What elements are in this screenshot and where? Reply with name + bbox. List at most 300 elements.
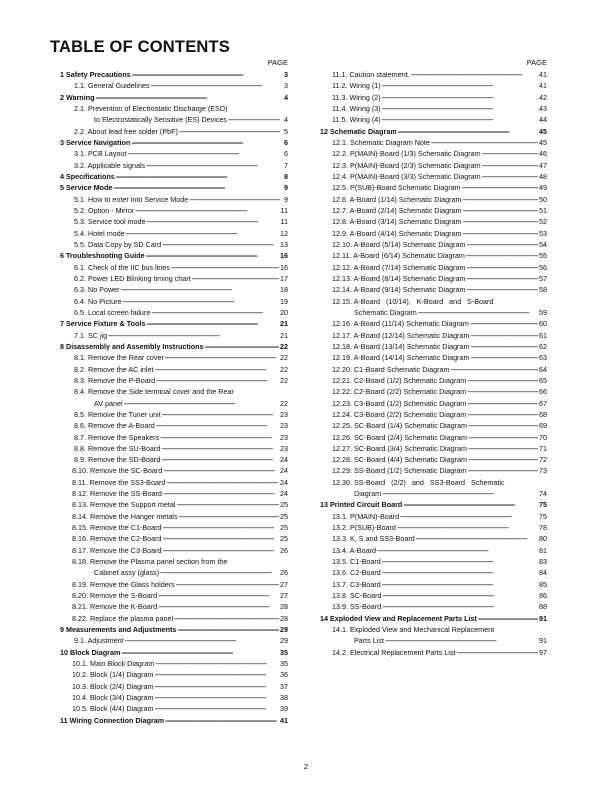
toc-entry-page: 37 <box>280 681 288 691</box>
toc-entry-label <box>74 262 170 273</box>
dot-leader <box>192 273 279 284</box>
toc-entry-label <box>332 647 455 658</box>
toc-entry-title: Replace the plasma panel <box>90 613 174 623</box>
toc-entry-label <box>60 715 164 726</box>
toc-entry[interactable] <box>312 477 547 500</box>
toc-entry[interactable] <box>52 624 288 635</box>
toc-entry-number: 1.1. <box>74 81 86 91</box>
toc-entry-title-first-line: Remove the Plasma panel section from the <box>90 557 228 567</box>
toc-entry[interactable] <box>312 114 547 125</box>
toc-entry[interactable] <box>52 432 288 443</box>
toc-entry-number: 13.6. <box>332 568 348 578</box>
toc-entry-number: 12.12. <box>332 262 352 272</box>
dot-leader <box>162 409 279 420</box>
toc-entry-title: How to enter into Service Mode <box>88 194 189 204</box>
toc-entry-number: 12.6. <box>332 194 348 204</box>
toc-entry[interactable] <box>312 205 547 216</box>
toc-entry[interactable] <box>52 454 288 465</box>
dot-leader <box>146 318 279 329</box>
toc-entry-title: Remove the SS3-Board <box>89 477 166 487</box>
toc-entry-page: 50 <box>539 194 547 204</box>
toc-entry[interactable] <box>52 296 288 307</box>
toc-entry-title: C3-Board (2/2) Schematic Diagram <box>353 409 467 419</box>
toc-entry-label <box>332 216 461 227</box>
dot-leader <box>382 103 538 114</box>
toc-entry[interactable] <box>52 613 288 624</box>
toc-entry-page: 80 <box>539 534 547 544</box>
toc-entry[interactable] <box>312 194 547 205</box>
dot-leader <box>431 137 538 148</box>
toc-entry-title: No Picture <box>88 296 122 306</box>
toc-entry-number: 8.1. <box>74 353 86 363</box>
toc-entry-label <box>74 409 161 420</box>
toc-entry[interactable] <box>312 624 547 647</box>
toc-entry-page: 47 <box>539 160 547 170</box>
toc-entry-page: 41 <box>539 70 547 79</box>
toc-entry-label <box>332 239 465 250</box>
toc-entry-number: 11.3. <box>332 92 348 102</box>
toc-entry-number: 5.1. <box>74 194 86 204</box>
toc-entry-title: A-Board (14/14) Schematic Diagram <box>353 353 470 363</box>
toc-entry-title: Electrical Replacement Parts List <box>350 647 456 657</box>
toc-entry[interactable] <box>52 318 288 329</box>
toc-entry[interactable] <box>312 160 547 171</box>
toc-entry[interactable] <box>52 137 288 148</box>
toc-entry-title: C3-Board <box>350 579 381 589</box>
toc-entry-number: 11.4. <box>332 103 348 113</box>
toc-entry[interactable] <box>312 522 547 533</box>
toc-entry-label <box>72 681 154 692</box>
toc-entry-title: SC-Board (1/4) Schematic Diagram <box>353 421 468 431</box>
toc-entry[interactable] <box>312 567 547 578</box>
toc-entry-title: A-Board (13/14) Schematic Diagram <box>353 341 470 351</box>
toc-entry-page: 41 <box>280 715 288 725</box>
toc-entry[interactable] <box>312 499 547 510</box>
toc-entry-label <box>74 273 191 284</box>
toc-column-left <box>52 58 288 726</box>
toc-entry[interactable] <box>52 69 288 80</box>
toc-entry[interactable] <box>52 488 288 499</box>
toc-entry-label <box>332 420 467 431</box>
dot-leader <box>189 194 280 205</box>
toc-entry-label <box>332 262 465 273</box>
toc-entry-label <box>332 465 467 476</box>
toc-entry-number: 8.17. <box>72 545 88 555</box>
toc-entry[interactable] <box>312 364 547 375</box>
toc-entry[interactable] <box>52 703 288 714</box>
dot-leader <box>466 262 538 273</box>
dot-leader <box>382 488 538 499</box>
toc-entry-page: 73 <box>539 466 547 476</box>
toc-entry-title: Parts List <box>354 636 384 646</box>
page-title: TABLE OF CONTENTS <box>50 38 231 56</box>
toc-entry-title: C3-Board (1/2) Schematic Diagram <box>353 398 467 408</box>
toc-entry[interactable] <box>52 579 288 590</box>
dot-leader <box>177 624 279 635</box>
toc-entry-title: Main Block Diagram <box>90 659 155 669</box>
toc-entry[interactable] <box>52 262 288 273</box>
dot-leader <box>382 579 538 590</box>
toc-entry[interactable] <box>312 330 547 341</box>
toc-entry[interactable] <box>52 545 288 556</box>
toc-entry-label <box>72 511 178 522</box>
toc-entry-label <box>332 590 382 601</box>
toc-entry[interactable] <box>52 194 288 205</box>
toc-entry-number: 8.11. <box>72 477 88 487</box>
toc-entry-page: 36 <box>280 670 288 680</box>
toc-entry[interactable] <box>52 511 288 522</box>
toc-column-right <box>312 58 547 658</box>
toc-entry-page: 6 <box>284 149 288 159</box>
toc-entry[interactable] <box>52 352 288 363</box>
dot-leader <box>146 160 280 171</box>
toc-entry-label <box>74 228 125 239</box>
toc-entry-page: 69 <box>539 421 547 431</box>
toc-entry-number: 14.1. <box>332 625 348 635</box>
toc-entry-page: 8 <box>284 171 288 181</box>
toc-entry[interactable] <box>52 465 288 476</box>
toc-entry-number: 8.4. <box>74 387 86 397</box>
toc-entry-title: Wiring (1) <box>349 81 381 91</box>
toc-entry-title: No Power <box>88 285 120 295</box>
toc-entry[interactable] <box>312 579 547 590</box>
toc-entry[interactable] <box>312 511 547 522</box>
toc-entry-label <box>332 103 381 114</box>
toc-entry[interactable] <box>52 409 288 420</box>
toc-entry-page: 86 <box>539 591 547 601</box>
toc-entry[interactable] <box>312 545 547 556</box>
toc-entry[interactable] <box>52 273 288 284</box>
toc-entry[interactable] <box>312 126 547 137</box>
toc-entry[interactable] <box>312 432 547 443</box>
toc-entry-title-first-line: Exploded View and Mechanical Replacement <box>350 625 495 635</box>
toc-entry-page: 23 <box>280 409 288 419</box>
toc-entry-page: 9 <box>284 183 288 193</box>
toc-entry-label <box>72 590 157 601</box>
toc-entry[interactable] <box>312 375 547 386</box>
toc-entry-page: 20 <box>280 307 288 317</box>
toc-entry-page: 60 <box>539 319 547 329</box>
toc-entry-title: Diagram <box>354 489 382 499</box>
toc-entry-page: 29 <box>280 636 288 646</box>
toc-entry-page: 51 <box>539 205 547 215</box>
dot-leader <box>470 318 538 329</box>
toc-entry-title: P(SUB)-Board <box>350 523 396 533</box>
toc-entry[interactable] <box>312 80 547 91</box>
toc-entry-title: Caution statement. <box>349 70 410 79</box>
toc-entry-page: 16 <box>280 262 288 272</box>
toc-entry-page: 83 <box>539 557 547 567</box>
toc-entry-number: 5.3. <box>74 217 86 227</box>
toc-entry-title: Schematic Diagram <box>330 126 397 136</box>
toc-entry-title: SC jig <box>88 330 108 340</box>
toc-entry-title: A-Board (1/14) Schematic Diagram <box>349 194 462 204</box>
toc-entry-title: Exploded View and Replacement Parts List <box>330 613 477 623</box>
toc-entry[interactable] <box>52 386 288 409</box>
toc-entry[interactable] <box>52 601 288 612</box>
toc-entry-page: 16 <box>280 251 288 261</box>
toc-entry-label <box>72 692 154 703</box>
toc-entry-page: 26 <box>280 568 288 578</box>
toc-entry-number: 3 <box>60 137 64 147</box>
dot-leader <box>166 477 279 488</box>
toc-entry[interactable] <box>312 601 547 612</box>
toc-entry[interactable] <box>52 330 288 341</box>
toc-entry-title: Measurements and Adjustments <box>66 625 177 635</box>
dot-leader <box>155 658 279 669</box>
toc-entry[interactable] <box>52 250 288 261</box>
toc-entry-label <box>94 567 159 578</box>
toc-entry-page: 67 <box>539 398 547 408</box>
toc-entry[interactable] <box>312 590 547 601</box>
toc-entry-number: 6.3. <box>74 285 86 295</box>
toc-entry-number: 13.9. <box>332 602 348 612</box>
toc-entry-page: 5 <box>284 126 288 136</box>
toc-entry-title: A-Board (9/14) Schematic Diagram <box>353 285 466 295</box>
toc-entry[interactable] <box>52 420 288 431</box>
toc-entry-title: Block (1/4) Diagram <box>90 670 154 680</box>
toc-entry[interactable] <box>312 398 547 409</box>
toc-entry-label <box>60 318 145 329</box>
toc-entry[interactable] <box>52 681 288 692</box>
toc-entry-number: 8.8. <box>74 443 86 453</box>
toc-entry-number: 14 <box>320 613 328 623</box>
toc-entry-label <box>72 579 175 590</box>
toc-entry[interactable] <box>52 647 288 658</box>
toc-entry[interactable] <box>52 341 288 352</box>
toc-entry[interactable] <box>312 613 547 624</box>
toc-entry-title: A-Board (7/14) Schematic Diagram <box>353 262 466 272</box>
toc-entry-label <box>332 352 469 363</box>
toc-entry[interactable] <box>312 216 547 227</box>
toc-entry[interactable] <box>52 103 288 126</box>
toc-entry-title: Safety Precautions <box>66 70 131 79</box>
toc-entry[interactable] <box>312 148 547 159</box>
toc-entry[interactable] <box>52 556 288 579</box>
toc-entry[interactable] <box>312 647 547 658</box>
toc-entry-title: Remove the Tuner unit <box>88 409 161 419</box>
page-column-header: PAGE <box>267 58 288 67</box>
dot-leader <box>161 454 279 465</box>
toc-entry[interactable] <box>52 658 288 669</box>
toc-entry-number: 8.20. <box>72 591 88 601</box>
toc-entry[interactable] <box>312 454 547 465</box>
toc-entry-label <box>60 69 131 80</box>
toc-entry-number: 9 <box>60 625 64 635</box>
toc-entry[interactable] <box>312 250 547 261</box>
toc-entry-number: 13.1. <box>332 511 348 521</box>
toc-entry[interactable] <box>52 92 288 103</box>
toc-entry[interactable] <box>312 465 547 476</box>
toc-entry-title: P(MAIN)-Board (3/3) Schematic Diagram <box>350 171 481 181</box>
toc-entry-page: 45 <box>539 137 547 147</box>
toc-entry-number: 12.29. <box>332 466 352 476</box>
toc-entry[interactable] <box>52 635 288 646</box>
toc-entry-title: C2-Board <box>350 568 381 578</box>
toc-entry-label <box>74 330 107 341</box>
toc-entry-title: A-Board (2/14) Schematic Diagram <box>349 205 462 215</box>
toc-entry[interactable] <box>312 352 547 363</box>
toc-entry[interactable] <box>52 375 288 386</box>
toc-entry[interactable] <box>312 318 547 329</box>
toc-entry[interactable] <box>52 126 288 137</box>
toc-entry-page: 17 <box>280 273 288 283</box>
toc-entry-label-line <box>52 103 288 114</box>
toc-entry[interactable] <box>312 69 547 80</box>
toc-entry-title: Service tool mode <box>88 217 146 227</box>
toc-entry[interactable] <box>312 228 547 239</box>
toc-entry[interactable] <box>312 420 547 431</box>
toc-entry-title: Remove the C1-Board <box>90 523 162 533</box>
toc-entry-label <box>74 126 178 137</box>
toc-entry[interactable] <box>52 171 288 182</box>
dot-leader <box>121 284 279 295</box>
dot-leader <box>158 601 279 612</box>
toc-entry-title: Remove the SD-Board <box>88 455 161 465</box>
toc-entry-label <box>332 228 461 239</box>
toc-entry[interactable] <box>52 80 288 91</box>
toc-entry-title: Hotel mode <box>88 228 125 238</box>
toc-entry-page: 71 <box>539 443 547 453</box>
toc-entry[interactable] <box>312 92 547 103</box>
toc-entry-number: 8.15. <box>72 523 88 533</box>
toc-entry-number: 6.1. <box>74 262 86 272</box>
toc-entry-number: 10.4. <box>72 693 88 703</box>
toc-entry-label <box>72 477 165 488</box>
toc-entry[interactable] <box>52 239 288 250</box>
toc-entry-title: C2-Board (1/2) Schematic Diagram <box>353 375 467 385</box>
toc-entry[interactable] <box>52 216 288 227</box>
toc-entry[interactable] <box>52 692 288 703</box>
toc-entry[interactable] <box>52 669 288 680</box>
dot-leader <box>468 454 538 465</box>
dot-leader <box>116 171 280 182</box>
toc-entry-label <box>332 182 461 193</box>
toc-entry-label <box>72 465 162 476</box>
dot-leader <box>466 239 538 250</box>
toc-entry-label-line <box>312 624 547 635</box>
toc-entry-page: 24 <box>280 466 288 476</box>
toc-entry[interactable] <box>52 205 288 216</box>
toc-entry-page: 3 <box>284 70 288 79</box>
toc-entry[interactable] <box>312 182 547 193</box>
dot-leader <box>163 533 279 544</box>
toc-entry-title: Applicable signals <box>87 160 146 170</box>
toc-entry[interactable] <box>312 171 547 182</box>
toc-entry-label <box>332 398 466 409</box>
toc-entry[interactable] <box>312 386 547 397</box>
toc-entry-title: P(SUB)-Board Schematic Diagram <box>350 183 461 193</box>
toc-entry-page: 48 <box>539 171 547 181</box>
toc-entry[interactable] <box>52 477 288 488</box>
toc-entry-label <box>60 182 112 193</box>
toc-entry-title: Data Copy by SD Card <box>88 239 162 249</box>
dot-leader <box>397 522 538 533</box>
toc-entry[interactable] <box>52 522 288 533</box>
dot-leader <box>482 148 538 159</box>
toc-entry[interactable] <box>312 137 547 148</box>
toc-entry[interactable] <box>52 284 288 295</box>
toc-entry-label <box>320 126 397 137</box>
dot-leader <box>158 590 279 601</box>
toc-entry-label <box>74 307 150 318</box>
toc-entry-page: 22 <box>280 375 288 385</box>
toc-entry-number: 11 <box>60 715 68 725</box>
toc-entry[interactable] <box>312 262 547 273</box>
toc-entry-number: 12.22. <box>332 387 352 397</box>
toc-entry[interactable] <box>52 160 288 171</box>
dot-leader <box>151 307 279 318</box>
dot-leader <box>398 126 538 137</box>
toc-entry-title: Disassembly and Assembly Instructions <box>66 341 204 351</box>
toc-entry-title: Remove the P-Board <box>88 375 156 385</box>
toc-entry-label-line <box>52 386 288 397</box>
toc-entry-page: 65 <box>539 375 547 385</box>
toc-entry[interactable] <box>312 409 547 420</box>
toc-entry-page: 54 <box>539 239 547 249</box>
toc-entry-title: Local screen failure <box>88 307 151 317</box>
toc-entry[interactable] <box>312 273 547 284</box>
toc-entry-number: 8.9. <box>74 455 86 465</box>
toc-entry[interactable] <box>52 533 288 544</box>
toc-entry-number: 14.2. <box>332 647 348 657</box>
toc-entry[interactable] <box>52 228 288 239</box>
toc-entry[interactable] <box>312 239 547 250</box>
toc-entry-label <box>60 171 115 182</box>
toc-entry[interactable] <box>52 182 288 193</box>
toc-entry-number: 6 <box>60 251 64 261</box>
toc-entry[interactable] <box>312 103 547 114</box>
toc-entry-number: 12.20. <box>332 364 352 374</box>
toc-entry-title: PCB Layout <box>88 149 127 159</box>
toc-entry[interactable] <box>312 556 547 567</box>
toc-entry-label <box>332 92 381 103</box>
toc-entry-title-first-line: Remove the Side terminal cover and the Rear <box>88 387 234 397</box>
toc-entry[interactable] <box>52 307 288 318</box>
dot-leader <box>124 398 279 409</box>
toc-entry[interactable] <box>312 296 547 319</box>
toc-entry[interactable] <box>52 499 288 510</box>
toc-entry-number: 12.28. <box>332 455 352 465</box>
toc-entry[interactable] <box>52 590 288 601</box>
dot-leader <box>123 296 279 307</box>
toc-entry-number: 12.21. <box>332 375 352 385</box>
toc-entry[interactable] <box>52 148 288 159</box>
toc-entry-number: 8.12. <box>72 489 88 499</box>
dot-leader <box>382 567 538 578</box>
toc-entry-number: 12.14. <box>332 285 352 295</box>
toc-entry-label <box>332 545 376 556</box>
toc-entry-title: Remove the Hanger metals <box>90 511 178 521</box>
toc-entry[interactable] <box>312 341 547 352</box>
toc-entry[interactable] <box>312 533 547 544</box>
toc-entry[interactable] <box>52 364 288 375</box>
toc-entry[interactable] <box>312 284 547 295</box>
toc-entry[interactable] <box>312 443 547 454</box>
toc-entry-title: K, S and SS3-Board <box>350 534 415 544</box>
toc-entry[interactable] <box>52 443 288 454</box>
toc-entry-label <box>72 522 162 533</box>
toc-entry-number: 13.3. <box>332 534 348 544</box>
toc-entry-label <box>74 216 146 227</box>
toc-entry-page: 25 <box>280 523 288 533</box>
toc-entry-title: Option - Mirror <box>88 205 135 215</box>
toc-entry-page: 74 <box>539 489 547 499</box>
toc-entry[interactable] <box>52 715 288 726</box>
dot-leader <box>467 386 538 397</box>
toc-entry-page: 25 <box>280 511 288 521</box>
toc-entry-label <box>60 137 130 148</box>
